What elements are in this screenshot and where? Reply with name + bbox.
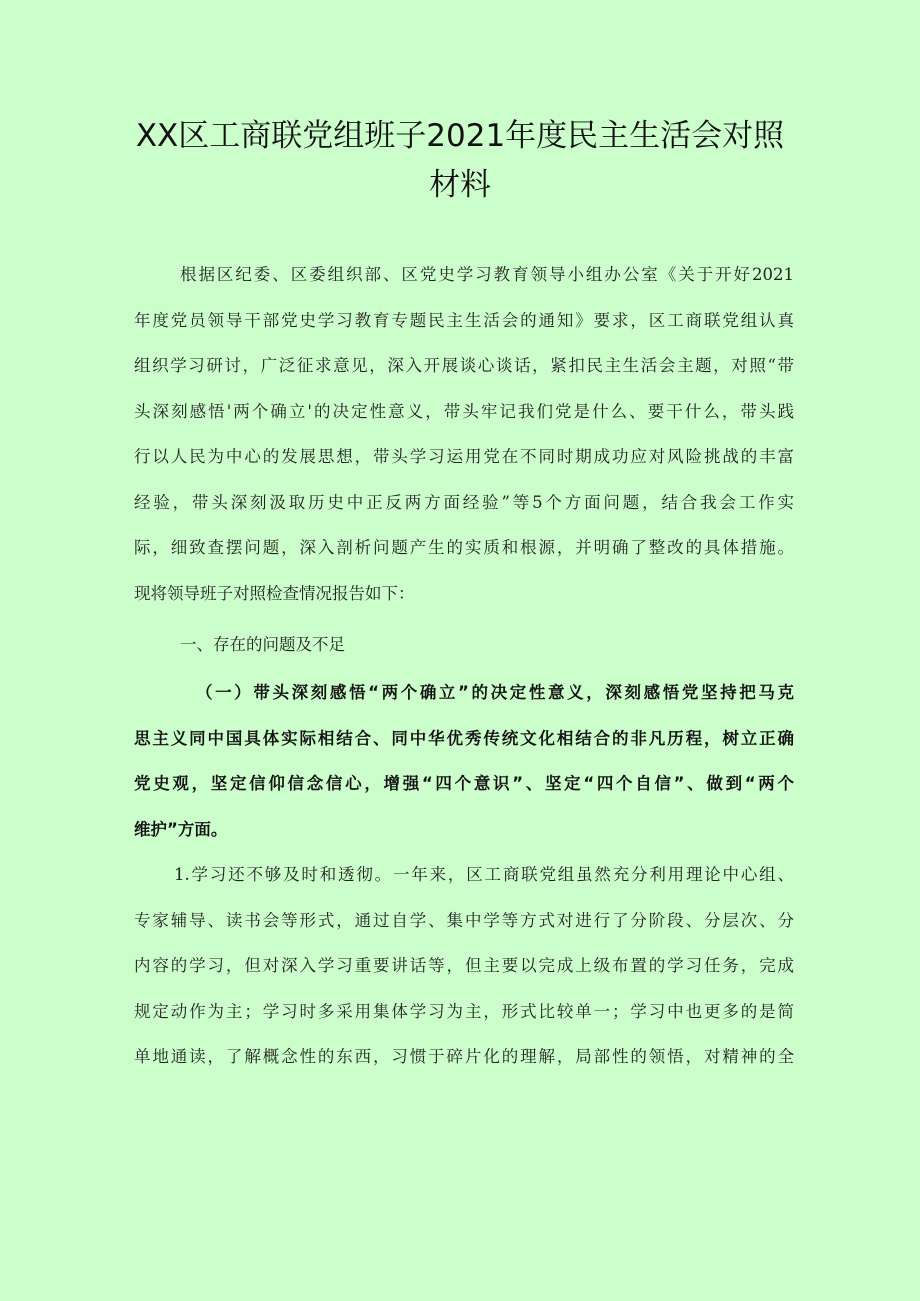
intro-paragraph: [134, 252, 794, 616]
paragraph-line: 单地通读，了解概念性的东西，习惯于碎片化的理解，局部性的领悟，对精神的全: [134, 1047, 794, 1066]
paragraph-line: 际，细致查摆问题，深入剖析问题产生的实质和根源，并明确了整改的具体措施。: [134, 538, 794, 557]
item-paragraph: [134, 852, 794, 1080]
paragraph-line: 组织学习研讨，广泛征求意见，深入开展谈心谈话，紧扣民主生活会主题，对照“带: [134, 356, 794, 375]
document-title: [0, 112, 920, 210]
paragraph-line: 专家辅导、读书会等形式，通过自学、集中学等方式对进行了分阶段、分层次、分: [134, 910, 794, 930]
section-heading: 一、存在的问题及不足: [180, 635, 345, 654]
title-line-2: 材料: [429, 167, 491, 203]
paragraph-line: 1.学习还不够及时和透彻。一年来，区工商联党组虽然充分利用理论中心组、: [174, 865, 794, 884]
paragraph-line: 维护”方面。: [134, 819, 228, 839]
paragraph-line: 规定动作为主；学习时多采用集体学习为主，形式比较单一；学习中也更多的是简: [134, 1001, 794, 1021]
paragraph-line: 头深刻感悟'两个确立'的决定性意义，带头牢记我们党是什么、要干什么，带头践: [134, 401, 794, 421]
paragraph-line: 年度党员领导干部党史学习教育专题民主生活会的通知》要求，区工商联党组认真: [134, 310, 794, 330]
paragraph-line: 内容的学习，但对深入学习重要讲话等，但主要以完成上级布置的学习任务，完成: [134, 956, 794, 975]
title-line-1: XX区工商联党组班子2021年度民主生活会对照: [135, 118, 785, 154]
paragraph-line: 经验，带头深刻汲取历史中正反两方面经验”等5个方面问题，结合我会工作实: [134, 492, 794, 512]
paragraph-line: 行以人民为中心的发展思想，带头学习运用党在不同时期成功应对风险挑战的丰富: [134, 447, 794, 466]
paragraph-line: 根据区纪委、区委组织部、区党史学习教育领导小组办公室《关于开好2021: [180, 265, 794, 284]
subsection-heading: [134, 670, 794, 852]
paragraph-line: 现将领导班子对照检查情况报告如下：: [134, 583, 415, 603]
paragraph-line: （一）带头深刻感悟“两个确立”的决定性意义，深刻感悟党坚持把马克: [196, 683, 794, 702]
paragraph-line: 思主义同中国具体实际相结合、同中华优秀传统文化相结合的非凡历程，树立正确: [134, 728, 794, 748]
paragraph-line: 党史观，坚定信仰信念信心，增强“四个意识”、坚定“四个自信”、做到“两个: [134, 774, 794, 793]
